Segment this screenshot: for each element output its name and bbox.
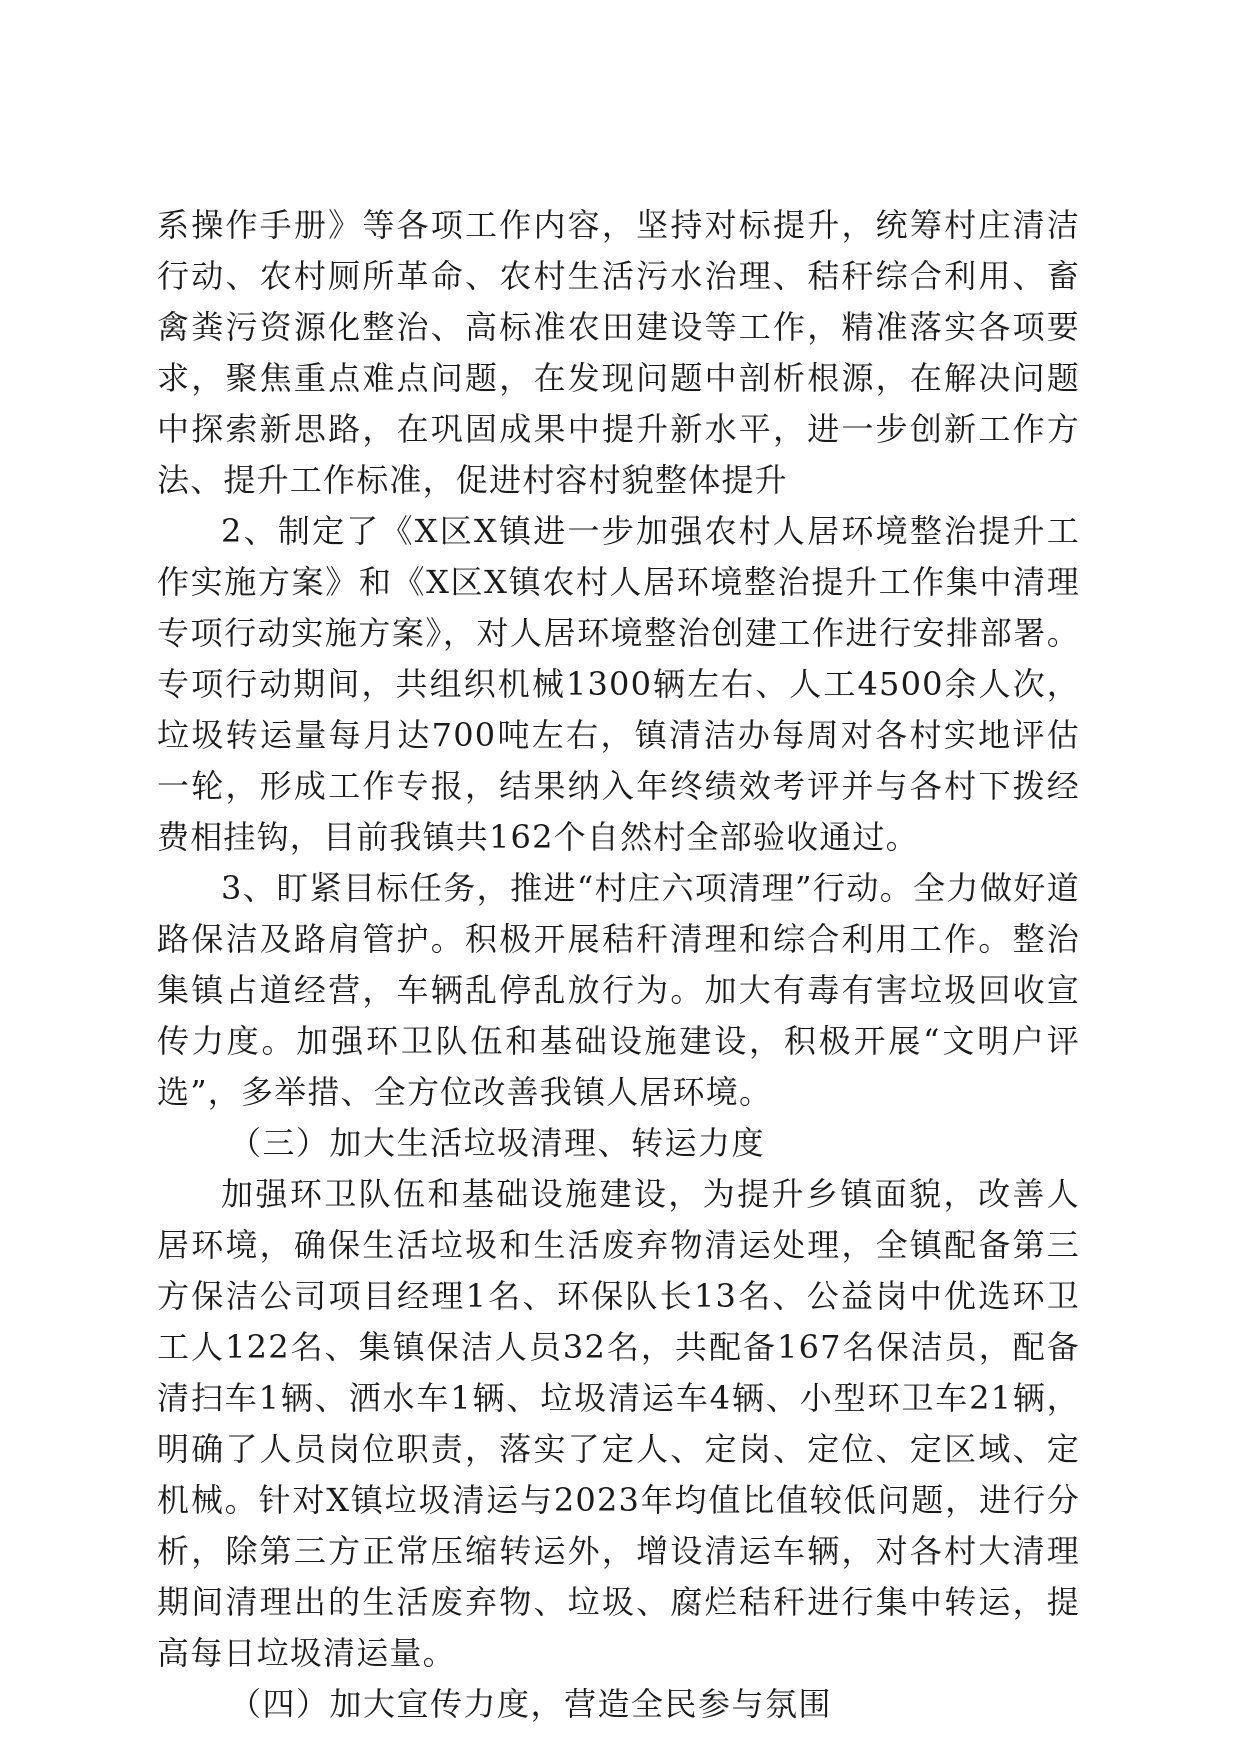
section-heading-3: （三）加大生活垃圾清理、转运力度 <box>229 1124 766 1162</box>
paragraph-garbage-transport: 加强环卫队伍和基础设施建设，为提升乡镇面貌，改善人居环境，确保生活垃圾和生活废弃物清运处理，全镇配备第三方保洁公司项目经理1名、环保队长13名、公益岗中优选环卫工人122名、集镇保洁人员32名，共配备167名保洁员，配备清扫车1辆、洒水车1辆、垃圾清运车4辆、小型环卫车21辆，明确了人员岗位职责，落实了定人、定岗、定位、定区域、定机械。针对X镇垃圾清运与2023年均值比值较低问题，进行分析，除第三方正常压缩转运外，增设清运车辆，对各村大清理期间清理出的生活废弃物、垃圾、腐烂秸秆进行集中转运，提高每日垃圾清运量。 <box>157 1175 1080 1672</box>
paragraph-item-3-six-cleanups: 3、盯紧目标任务，推进“村庄六项清理”行动。全力做好道路保洁及路肩管护。积极开展秸秆清理和综合利用工作。整治集镇占道经营，车辆乱停乱放行为。加大有毒有害垃圾回收宣传力度。加强环卫队伍和基础设施建设，积极开展“文明户评选”，多举措、全方位改善我镇人居环境。 <box>157 869 1080 1111</box>
section-heading-4: （四）加大宣传力度，营造全民参与氛围 <box>229 1685 833 1723</box>
paragraph-item-2-plans: 2、制定了《X区X镇进一步加强农村人居环境整治提升工作实施方案》和《X区X镇农村人居环境整治提升工作集中清理专项行动实施方案》，对人居环境整治创建工作进行安排部署。专项行动期间，共组织机械1300辆左右、人工4500余人次，垃圾转运量每月达700吨左右，镇清洁办每周对各村实地评估一轮，形成工作专报，结果纳入年终绩效考评并与各村下拨经费相挂钩，目前我镇共162个自然村全部验收通过。 <box>157 512 1080 856</box>
paragraph-continued-manual-work: 系操作手册》等各项工作内容，坚持对标提升，统筹村庄清洁行动、农村厕所革命、农村生活污水治理、秸秆综合利用、畜禽粪污资源化整治、高标准农田建设等工作，精准落实各项要求，聚焦重点难点问题，在发现问题中剖析根源，在解决问题中探索新思路，在巩固成果中提升新水平，进一步创新工作方法、提升工作标准，促进村容村貌整体提升 <box>157 206 1080 499</box>
document-page <box>157 200 1080 1730</box>
